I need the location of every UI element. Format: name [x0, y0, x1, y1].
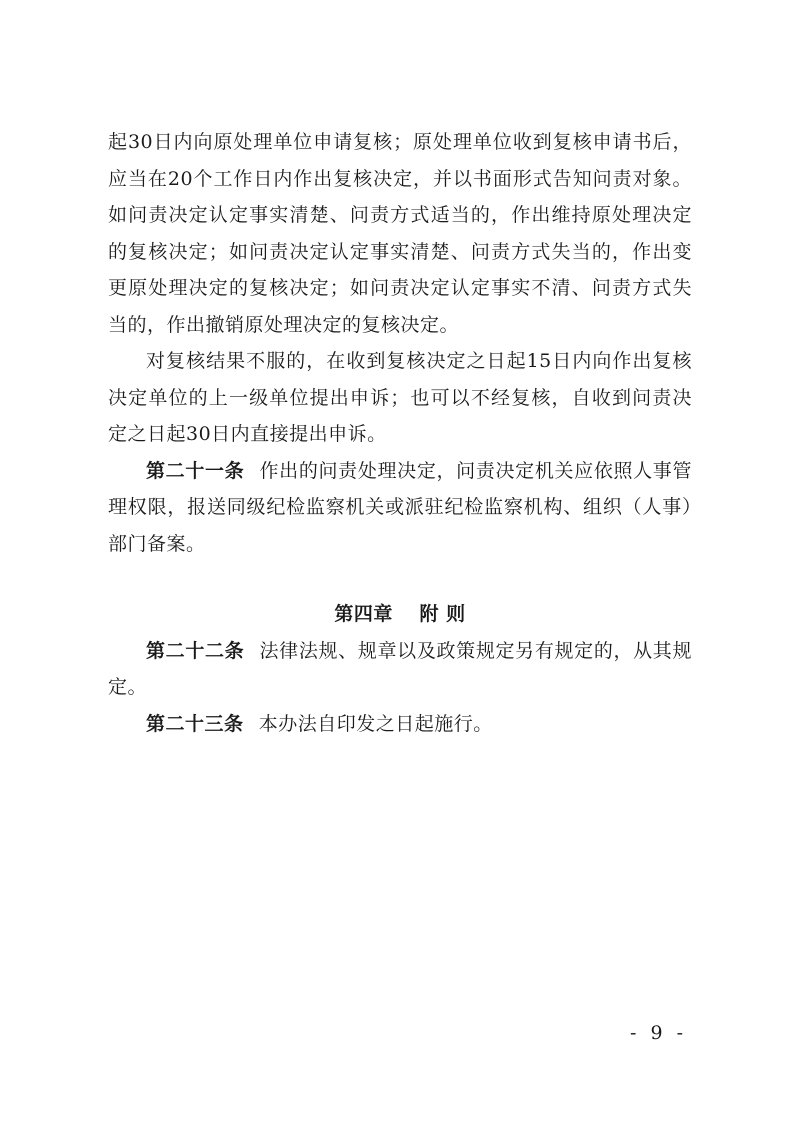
chapter-heading	[108, 596, 692, 633]
chapter-number: 第四章	[334, 603, 393, 625]
article-21-label: 第二十一条	[146, 459, 245, 482]
article-23-text: 本办法自印发之日起施行。	[258, 712, 493, 735]
article-21-text: 作出的问责处理决定，问责决定机关应依照人事管理权限，报送同级纪检监察机关或派驻纪检监察机构、组织（人事）部门备案。	[108, 459, 692, 555]
article-21	[108, 453, 692, 563]
chapter-title-text: 附 则	[419, 603, 466, 625]
article-23-label: 第二十三条	[146, 712, 244, 735]
article-22-label: 第二十二条	[146, 639, 245, 662]
article-22-text: 法律法规、规章以及政策规定另有规定的，从其规定。	[108, 639, 692, 698]
page-number: - 9 -	[629, 1022, 687, 1044]
article-22	[108, 633, 692, 706]
document-body	[108, 124, 692, 742]
article-23	[108, 706, 692, 743]
paragraph-review-procedure: 起30日内向原处理单位申请复核；原处理单位收到复核申请书后，应当在20个工作日内作出复核决定，并以书面形式告知问责对象。如问责决定认定事实清楚、问责方式适当的，作出维持原处理决定的复核决定；如问责决定认定事实清楚、问责方式失当的，作出变更原处理决定的复核决定；如问责决定认定事实不清、问责方式失当的，作出撤销原处理决定的复核决定。	[108, 131, 692, 336]
paragraph-appeal: 对复核结果不服的，在收到复核决定之日起15日内向作出复核决定单位的上一级单位提出申诉；也可以不经复核，自收到问责决定之日起30日内直接提出申诉。	[108, 350, 692, 445]
